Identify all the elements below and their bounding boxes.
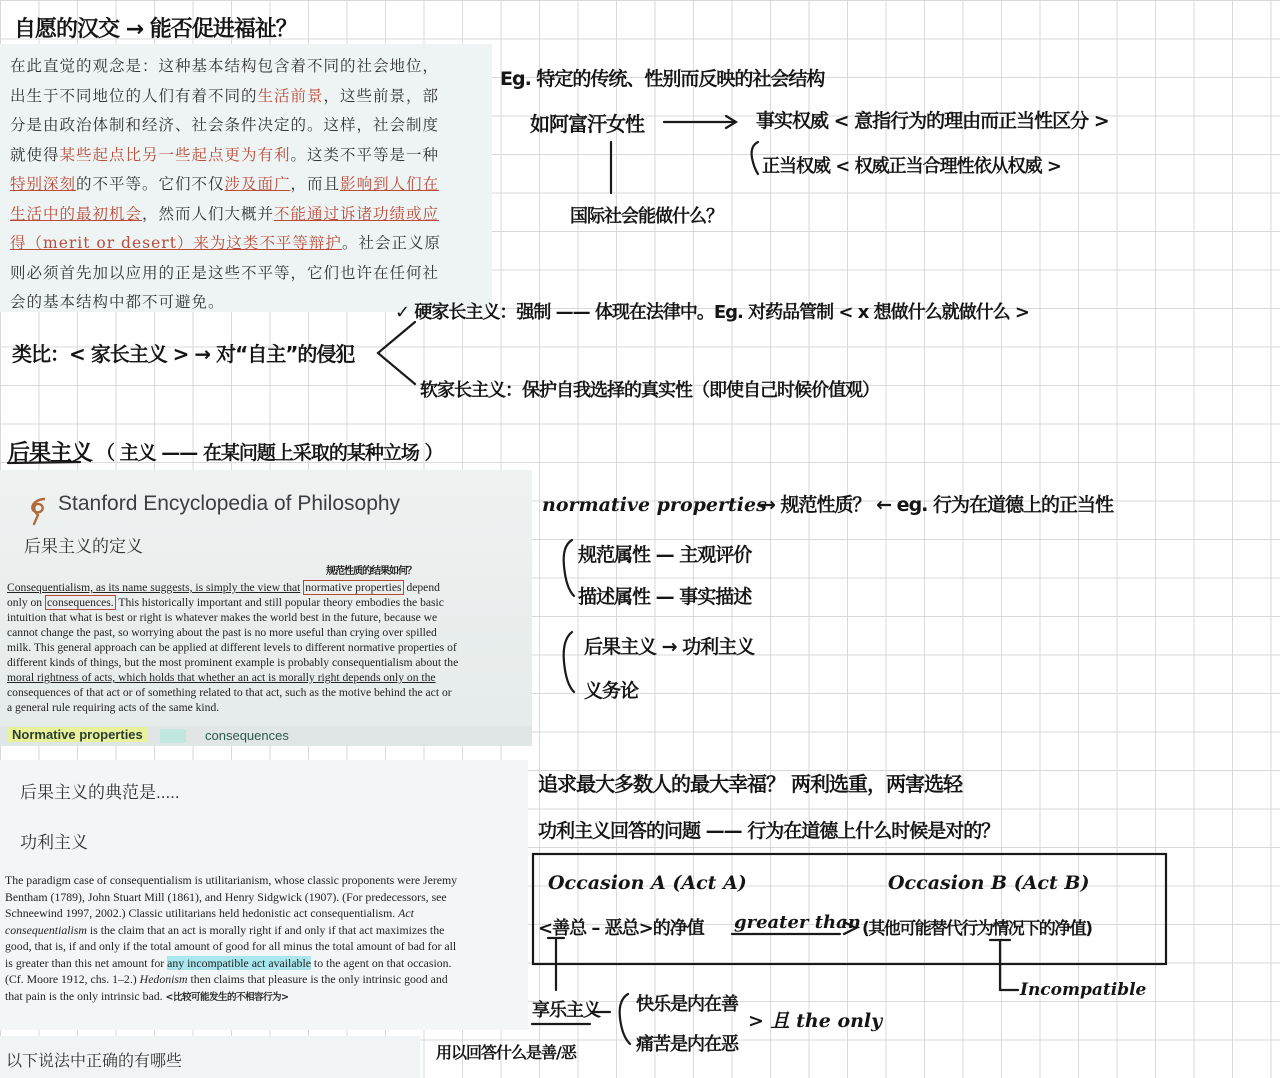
utilitarianism-heading: 功利主义: [20, 833, 88, 852]
sep-subtitle: 后果主义的定义: [24, 537, 143, 556]
note-incompatible: Incompatible: [1020, 980, 1147, 1000]
legend-consequences: consequences: [205, 728, 289, 743]
incompatible-act-highlight: any incompatible act available: [167, 955, 311, 970]
note-analogy: 类比：< 家长主义 > → 对“自主”的侵犯: [12, 342, 355, 366]
note-occasion-b: Occasion B (Act B): [888, 872, 1090, 894]
note-intl-question: 国际社会能做什么？: [570, 206, 723, 227]
note-greater-than: greater than: [734, 912, 861, 933]
legend-normative-properties: Normative properties: [8, 727, 147, 742]
note-consequentialism-heading: 后果主义: [8, 441, 93, 466]
note-greatest-happiness: 追求最大多数人的最大幸福？ 两利选重，两害选轻: [538, 772, 962, 796]
note-soft-paternalism: 软家长主义：保护自我选择的真实性（即使自己时候价值观）: [420, 380, 879, 401]
note-pleasure-good: 快乐是内在善: [636, 994, 738, 1015]
paradigm-heading: 后果主义的典范是.....: [20, 783, 180, 802]
note-and-only: > 且 the only: [748, 1010, 883, 1032]
note-pain-bad: 痛苦是内在恶: [636, 1034, 738, 1055]
sep-definition-text: Consequentialism, as its name suggests, is simply the view that normative properties depend only on consequences. This historically important and still popular theory embodies the basic intuition that what is best or right is whatever makes the world best in the future, because we cannot change the past, so worrying about the past is no more useful than crying over spilled milk. This general approach can be applied at different levels to different normative properties of different kinds of things, but the most prominent example is probably consequentialism about the moral rightness of acts, which holds that whether an act is morally right depends only on the consequences of that act or of something related to that act, such as the motive behind the act or a general rule requiring acts of the same kind.: [7, 581, 459, 714]
note-branch-normative: 规范属性 — 主观评价: [578, 544, 752, 566]
note-normative-en: normative properties: [542, 494, 767, 516]
note-occasion-a: Occasion A (Act A): [548, 872, 747, 894]
note-hedonism: 享乐主义: [532, 1000, 600, 1021]
note-political-authority: 正当权威 < 权威正当合理性依从权威 >: [762, 156, 1061, 177]
note-hard-paternalism: ✓ 硬家长主义：强制 —— 体现在法律中。Eg. 对药品管制 < x 想做什么就做什么 >: [395, 302, 1030, 323]
note-util-question: 功利主义回答的问题 —— 行为在道德上什么时候是对的？: [538, 820, 1000, 842]
compare-annotation: <比较可能发生的不相容行为>: [165, 991, 289, 1003]
note-title: 自愿的汉交 → 能否促进福祉？: [14, 17, 297, 42]
note-afghan-women: 如阿富汗女性: [530, 112, 644, 136]
note-normative-annotation: 规范性质的结果如何？: [326, 566, 416, 577]
sep-brand-title: Stanford Encyclopedia of Philosophy: [58, 492, 401, 515]
utilitarianism-text: The paradigm case of consequentialism is utilitarianism, whose classic proponents were Jeremy Bentham (1789), John Stuart Mill (1861), and Henry Sidgwick (1907). (For predecessors, see Schneewind 1997, 2002.) Classic utilitarians held hedonistic act consequentialism. Act consequentialism is the claim that an act is morally right if and only if that act maximizes the good, that is, if and only if the total amount of good for all minus the total amount of bad for all is greater than this net amount for any incompatible act available to the agent on that occasion. (Cf. Moore 1912, chs. 1–2.) Hedonism then claims that pleasure is the only intrinsic good and that pain is the only intrinsic bad. <比较可能发生的不相容行为>: [5, 873, 458, 1003]
consequences-boxed: consequences.: [47, 596, 114, 609]
note-eg-structure: Eg. 特定的传统、性别而反映的社会结构: [500, 68, 825, 90]
normative-properties-boxed: normative properties: [305, 581, 402, 594]
question-text: 以下说法中正确的有哪些: [6, 1053, 183, 1070]
note-branch-deontology: 义务论: [584, 680, 639, 702]
note-compare-right: (其他可能替代行为情况下的净值): [862, 919, 1092, 939]
rawls-passage-text: 在此直觉的观念是：这种基本结构包含着不同的社会地位， 出生于不同地位的人们有着不同的生活前景，这些前景，部 分是由政治体制和经济、社会条件决定的。这样，社会制度 就使得某些起点比另一些起点更为有利。这类不平等是一种 特别深刻的不平等。它们不仅涉及面广，而且影响到人们在 生活中的最初机会，然而人们大概并不能通过诉诸功绩或应 得（merit or desert）来为这类不平等辩护。社会正义原 则必须首先加以应用的正是这些不平等，它们也许在任何社 会的基本结构中都不可避免。: [10, 57, 441, 311]
note-fact-authority: 事实权威 < 意指行为的理由而正当性区分 >: [756, 110, 1109, 132]
note-compare-left: <善总 – 恶总>的净值: [538, 918, 704, 939]
note-answer-good-bad: 用以回答什么是善/恶: [436, 1043, 576, 1062]
note-branch-consequentialism: 后果主义 → 功利主义: [584, 636, 755, 658]
note-normative-cn: → 规范性质？ ← eg. 行为在道德上的正当性: [760, 494, 1114, 516]
note-branch-descriptive: 描述属性 — 事实描述: [578, 586, 752, 608]
note-consequentialism-sub: （ 主义 —— 在某问题上采取的某种立场 ）: [96, 442, 443, 464]
